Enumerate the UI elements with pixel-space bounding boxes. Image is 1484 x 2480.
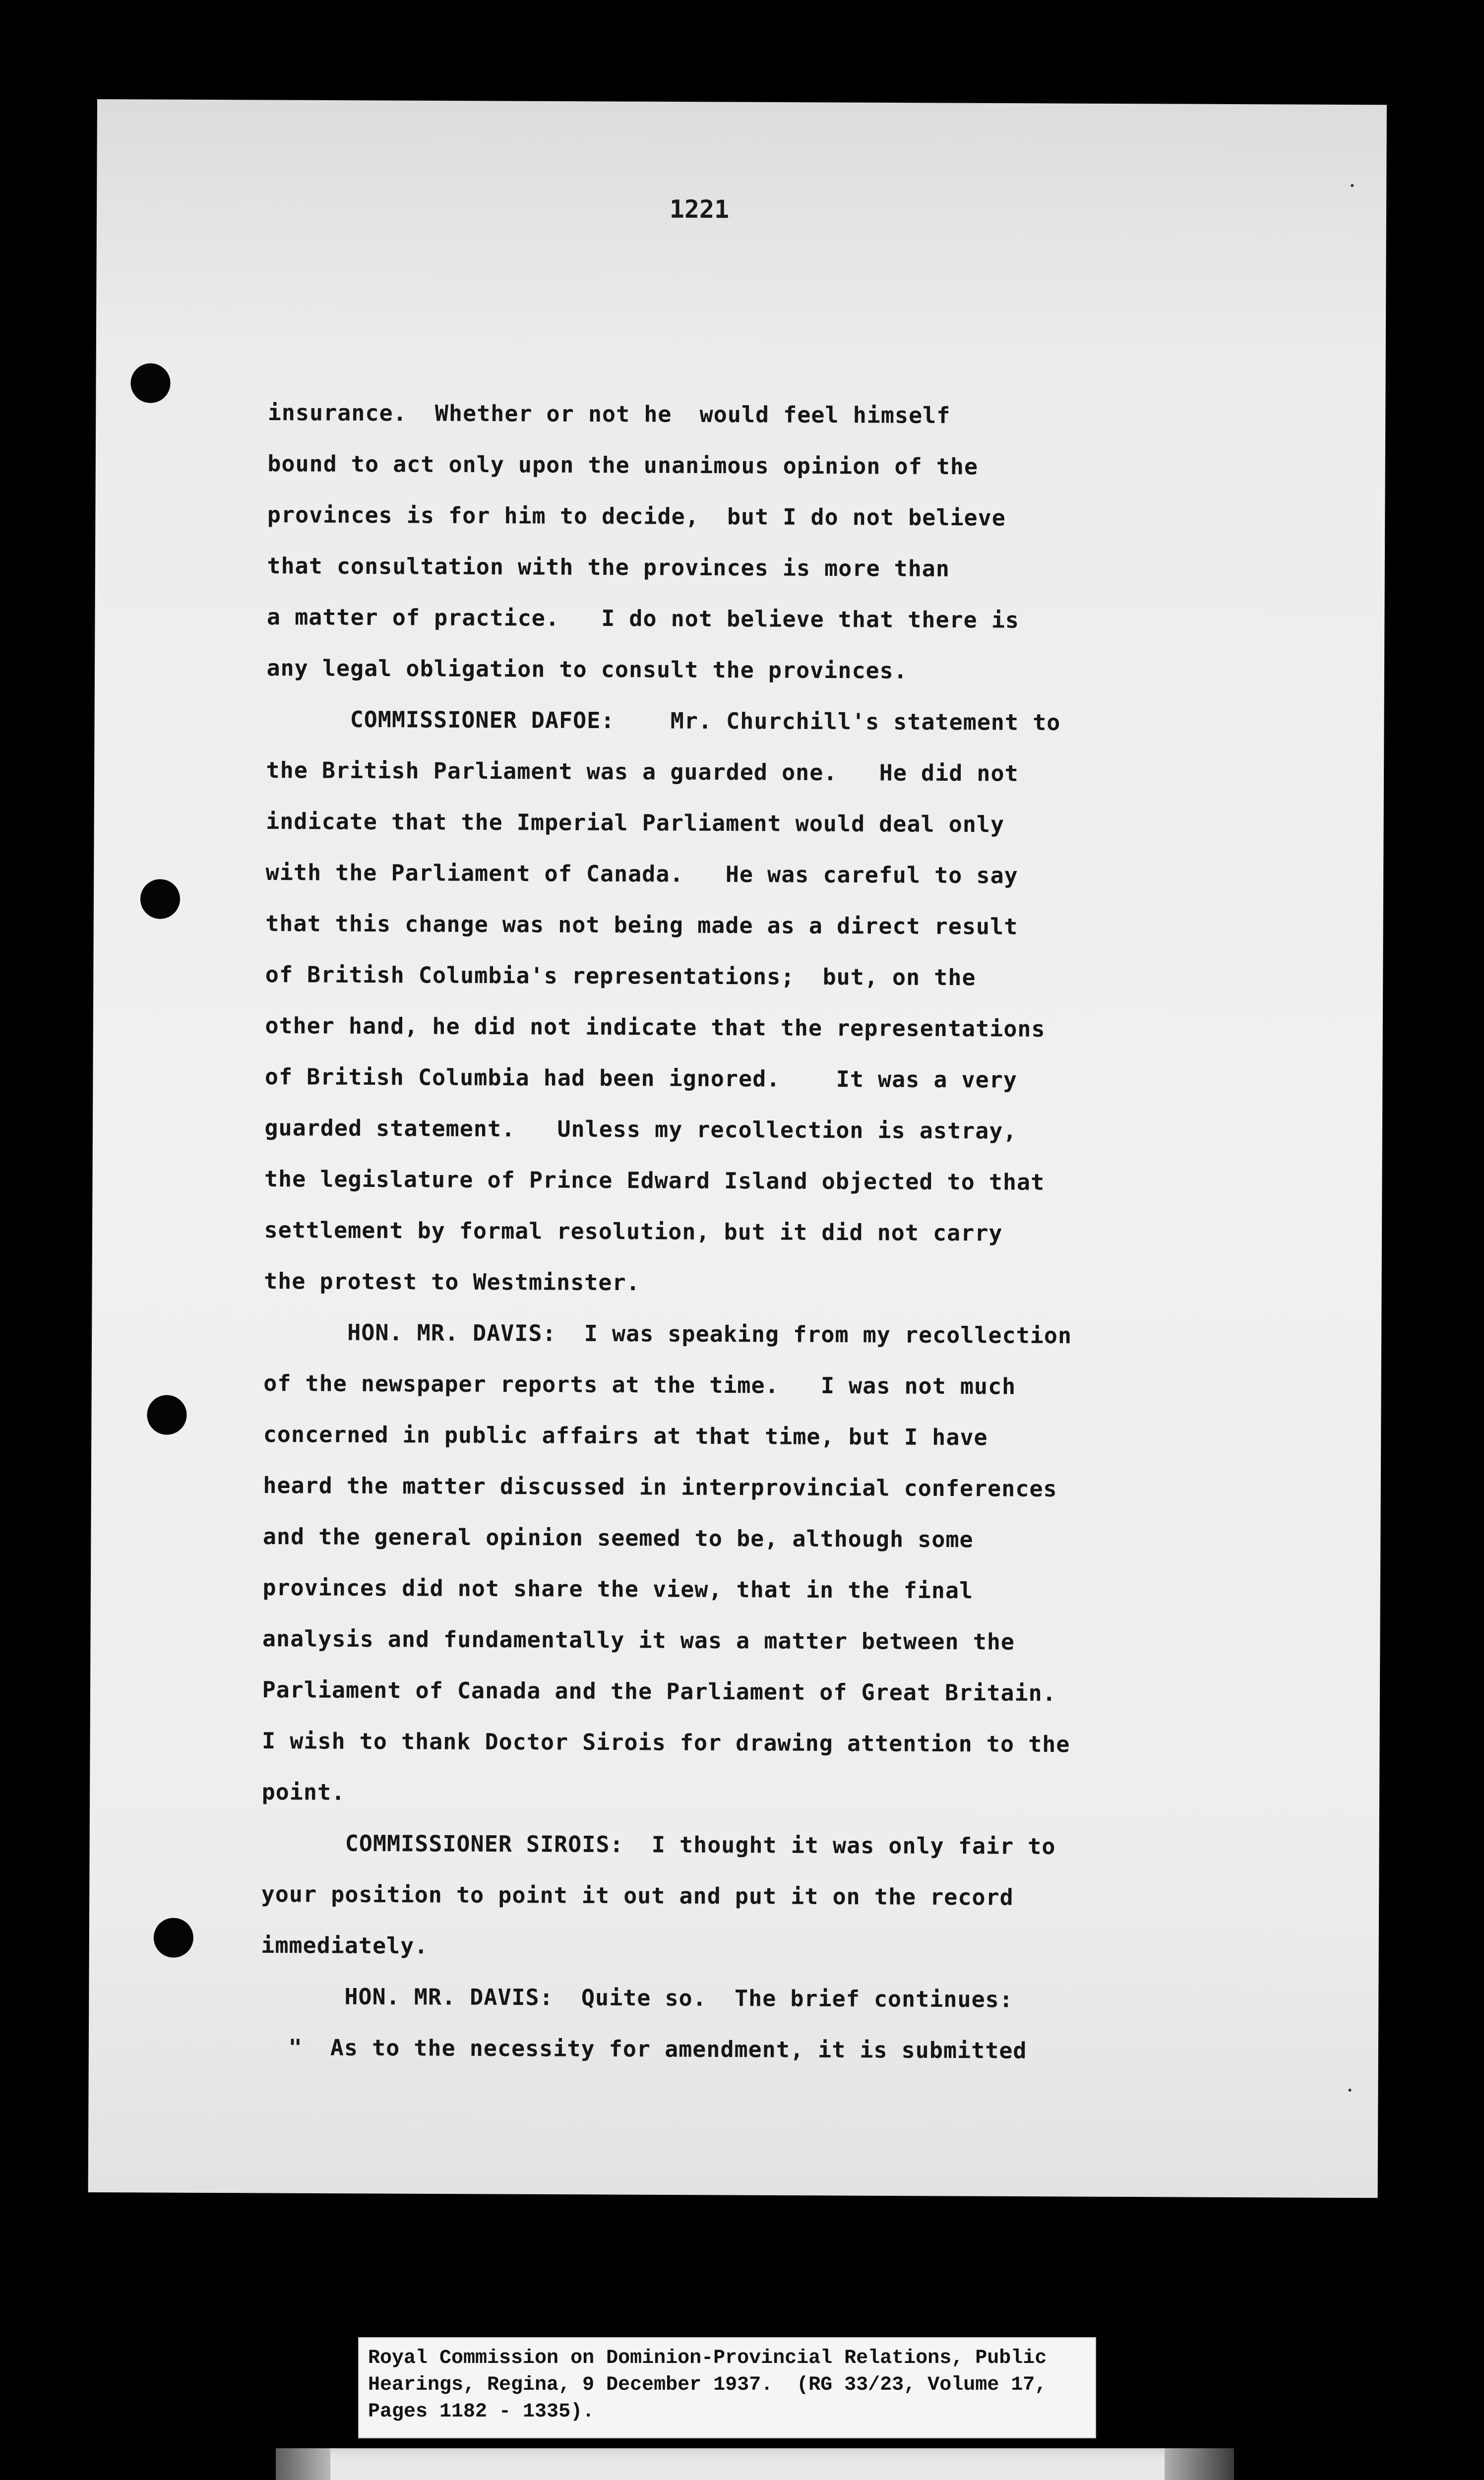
text-line: Parliament of Canada and the Parliament of Great Britain. (262, 1676, 1056, 1706)
text-line: your position to point it out and put it on the record (261, 1880, 1014, 1911)
text-line: COMMISSIONER SIROIS: I thought it was only fair to (261, 1829, 1056, 1860)
text-line: that consultation with the provinces is more than (267, 552, 950, 582)
text-line: other hand, he did not indicate that the representations (265, 1012, 1046, 1042)
text-line: heard the matter discussed in interprovincial conferences (263, 1472, 1057, 1502)
text-line: COMMISSIONER DAFOE: Mr. Churchill's statement to (266, 705, 1061, 736)
text-line: insurance. Whether or not he would feel himself (267, 399, 951, 429)
stamp-edge (276, 2448, 330, 2480)
stamp-edge (1165, 2448, 1234, 2480)
punch-hole (140, 879, 180, 919)
text-line: settlement by formal resolution, but it did not carry (264, 1216, 1003, 1246)
citation-line: Hearings, Regina, 9 December 1937. (RG 33/23, Volume 17, (368, 2374, 1047, 2396)
text-line: indicate that the Imperial Parliament would deal only (266, 807, 1005, 838)
text-line: point. (261, 1778, 346, 1805)
punch-hole (130, 363, 170, 403)
text-line: of British Columbia had been ignored. It was a very (264, 1063, 1018, 1093)
page-number: 1221 (669, 194, 730, 224)
text-line: concerned in public affairs at that time, but I have (263, 1421, 988, 1451)
citation-label (358, 2337, 1096, 2438)
text-line: of British Columbia's representations; but, on the (265, 961, 976, 991)
archives-stamp (276, 2448, 1234, 2480)
text-line: guarded statement. Unless my recollection is astray, (264, 1114, 1017, 1144)
text-line: HON. MR. DAVIS: I was speaking from my recollection (263, 1318, 1072, 1349)
text-line: a matter of practice. I do not believe that there is (266, 603, 1020, 633)
citation-line: Pages 1182 - 1335). (368, 2401, 595, 2423)
text-line: of the newspaper reports at the time. I was not much (263, 1369, 1016, 1400)
text-line: the legislature of Prince Edward Island objected to that (264, 1165, 1045, 1195)
paper-speck (1351, 184, 1354, 187)
text-line: immediately. (261, 1931, 429, 1959)
text-line: any legal obligation to consult the provinces. (266, 654, 908, 684)
text-line: the British Parliament was a guarded one. He did not (266, 756, 1019, 787)
text-line: analysis and fundamentally it was a matter between the (262, 1625, 1015, 1655)
citation-line: Royal Commission on Dominion-Provincial Relations, Public (368, 2347, 1047, 2369)
text-line: that this change was not being made as a direct result (265, 910, 1018, 940)
text-line: provinces is for him to decide, but I do not believe (267, 501, 1006, 531)
punch-hole (154, 1918, 193, 1958)
text-line: bound to act only upon the unanimous opinion of the (267, 450, 979, 480)
text-line: with the Parliament of Canada. He was careful to say (265, 859, 1018, 889)
text-line: HON. MR. DAVIS: Quite so. The brief continues: (260, 1983, 1013, 2013)
text-line: the protest to Westminster. (264, 1267, 640, 1296)
text-line: and the general opinion seemed to be, although some (262, 1523, 974, 1553)
punch-hole (147, 1395, 186, 1434)
text-line: I wish to thank Doctor Sirois for drawing attention to the (261, 1727, 1070, 1758)
text-line: provinces did not share the view, that in the final (262, 1574, 974, 1604)
transcript-body (260, 387, 1260, 2077)
paper-speck (1348, 2089, 1351, 2092)
text-line: " As to the necessity for amendment, it is submitted (260, 2034, 1027, 2064)
